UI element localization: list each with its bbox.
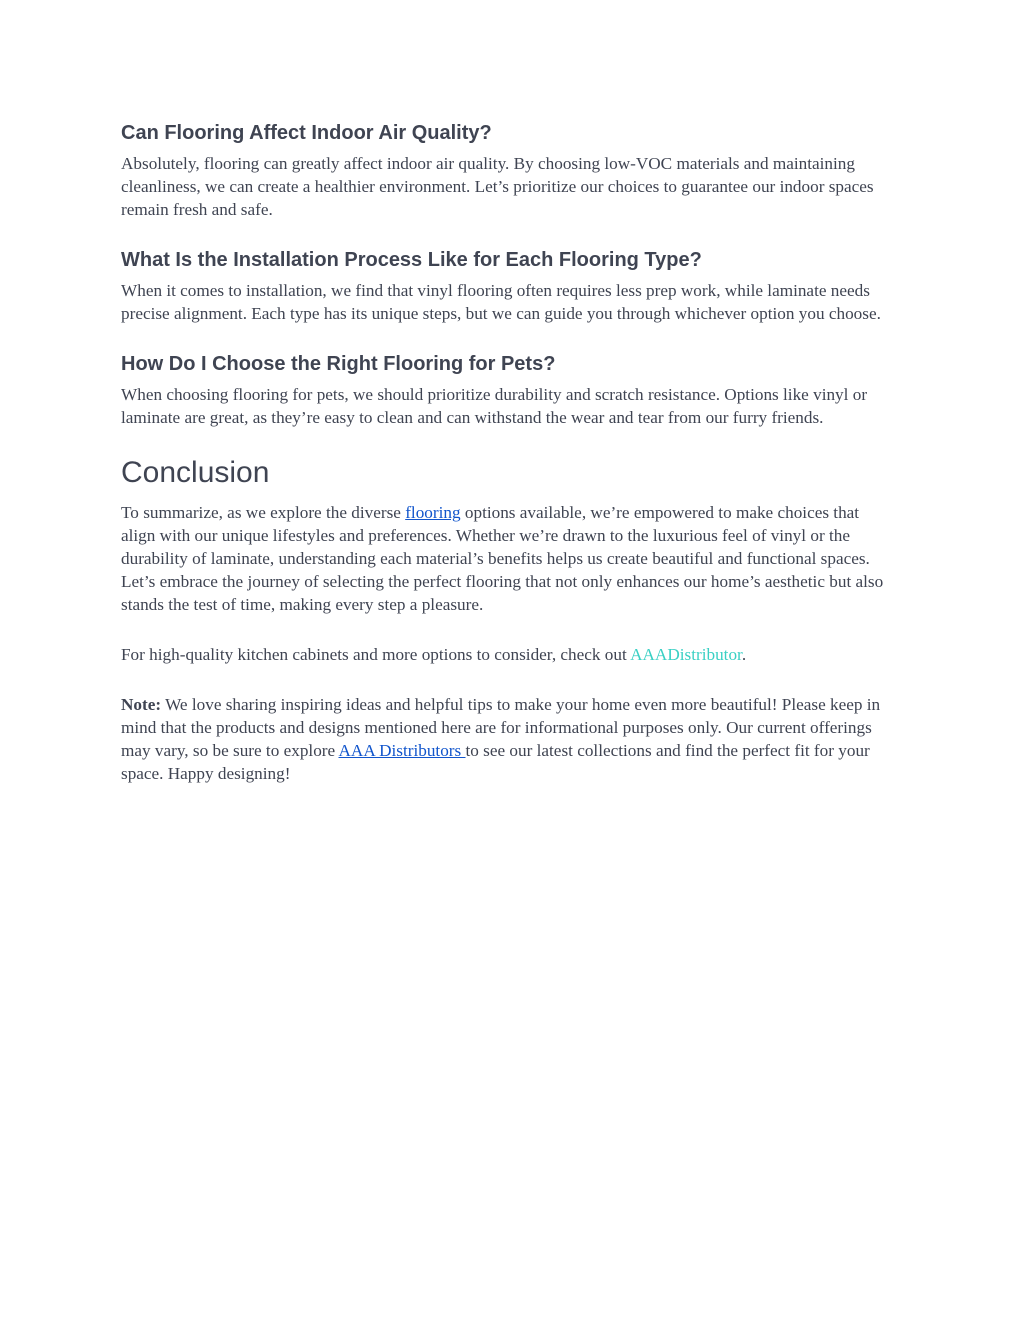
- conclusion-section: [121, 455, 896, 785]
- note-text-end: to see our latest collections and find the perfect fit for your space. Happy designing!: [121, 741, 870, 783]
- flooring-link[interactable]: flooring: [405, 503, 461, 522]
- distributor-paragraph: [121, 643, 896, 666]
- faq-question: What Is the Installation Process Like for Each Flooring Type?: [121, 249, 702, 271]
- faq-answer: When it comes to installation, we find that vinyl flooring often requires less prep work, while laminate needs precise alignment. Each type has its unique steps, but we can guide you through whichever option you choose.: [121, 281, 881, 323]
- faq-item-air-quality: [121, 120, 896, 221]
- document-page: [121, 120, 896, 785]
- aaa-distributors-link[interactable]: AAA Distributors: [338, 741, 466, 760]
- note-text-start: We love sharing inspiring ideas and helpful tips to make your home even more beautiful! Please keep in mind that the products and designs mentioned here are for informational purposes only. Our current offerings may vary, so be sure to explore: [121, 695, 881, 760]
- note-label: Note:: [121, 695, 162, 714]
- faq-answer: Absolutely, flooring can greatly affect indoor air quality. By choosing low-VOC materials and maintaining cleanliness, we can create a healthier environment. Let’s prioritize our choices to guarantee our indoor spaces remain fresh and safe.: [121, 154, 874, 219]
- faq-question: Can Flooring Affect Indoor Air Quality?: [121, 122, 492, 144]
- conclusion-heading: Conclusion: [121, 456, 270, 489]
- conclusion-text-end: options available, we’re empowered to make choices that align with our unique lifestyles and preferences. Whether we’re drawn to the luxurious feel of vinyl or the durability of laminate, understanding each material’s benefits helps us create beautiful and functional spaces. Let’s embrace the journey of selecting the perfect flooring that not only enhances our home’s aesthetic but also stands the test of time, making every step a pleasure.: [121, 503, 884, 614]
- conclusion-text-start: To summarize, as we explore the diverse: [121, 503, 406, 522]
- conclusion-paragraph: [121, 501, 896, 616]
- distributor-text-end: .: [741, 645, 747, 664]
- distributor-text-start: For high-quality kitchen cabinets and more options to consider, check out: [121, 645, 631, 664]
- faq-question: How Do I Choose the Right Flooring for Pets?: [121, 353, 556, 375]
- note-paragraph: [121, 693, 896, 785]
- faq-item-installation: [121, 247, 896, 325]
- faq-item-pets: [121, 351, 896, 429]
- aaadistributor-link[interactable]: AAADistributor: [630, 645, 742, 664]
- faq-answer: When choosing flooring for pets, we should prioritize durability and scratch resistance. Options like vinyl or laminate are great, as they’re easy to clean and can withstand the wear and tear from our furry friends.: [121, 385, 868, 427]
